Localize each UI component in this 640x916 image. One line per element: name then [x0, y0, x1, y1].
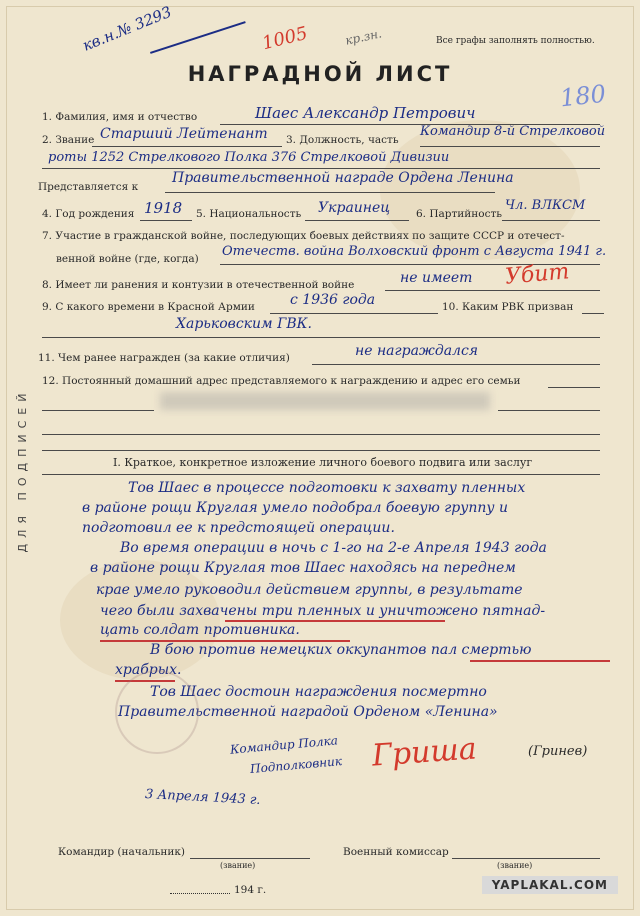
section-rule-bottom: [42, 474, 600, 475]
field-11-value: не награждался: [355, 343, 479, 359]
commissar-label: Военный комиссар: [343, 846, 449, 858]
narrative-line: подготовил ее к предстоящей операции.: [82, 520, 395, 536]
narrative-line: Во время операции в ночь с 1-го на 2-е Апреля 1943 года: [120, 540, 547, 556]
narrative-line: в районе рощи Круглая тов Шаес находясь на переднем: [90, 560, 516, 576]
rank-label-a: (звание): [220, 861, 256, 870]
sidebar-label: ДЛЯ ПОДПИСЕЙ: [16, 387, 29, 553]
red-number-mark: 1005: [260, 22, 310, 55]
field-9-value: с 1936 года: [290, 292, 376, 308]
narrative-line: Правительственной наградой Орденом «Ленина»: [118, 704, 498, 720]
section-rule-top: [42, 450, 600, 451]
field-2-value: Старший Лейтенант: [100, 126, 268, 142]
field-8-line: [385, 290, 600, 291]
field-7-value: Отечеств. война Волховский фронт с Августа 1941 г.: [222, 244, 607, 259]
field-12-line-a: [548, 387, 600, 388]
field-3-line-a: [420, 146, 600, 147]
field-9-label: 9. С какого времени в Красной Армии: [42, 301, 255, 313]
red-underline: [470, 660, 610, 662]
pencil-mark: кр.зн.: [343, 26, 383, 48]
document-title: НАГРАДНОЙ ЛИСТ: [187, 62, 453, 86]
fill-all-note: Все графы заполнять полностью.: [436, 36, 595, 46]
field-7-label-a: 7. Участие в гражданской войне, последующих боевых действиях по защите СССР и отечест-: [42, 230, 565, 242]
commander-line: [190, 858, 310, 859]
red-signature: Гриша: [370, 731, 478, 774]
censored-address: [160, 392, 490, 410]
commissar-line: [452, 858, 600, 859]
field-11-label: 11. Чем ранее награжден (за какие отличия): [38, 352, 290, 364]
date-line: [170, 893, 230, 894]
killed-red-mark: Убит: [504, 259, 571, 290]
signatures-sidebar: [16, 340, 40, 600]
watermark: YAPLAKAL.COM: [482, 876, 618, 894]
field-11-line: [312, 364, 600, 365]
field-2-line: [92, 146, 282, 147]
field-4-line: [140, 220, 192, 221]
field-8-label: 8. Имеет ли ранения и контузии в отечественной войне: [42, 279, 355, 291]
field-3-value-b: роты 1252 Стрелкового Полка 376 Стрелковой Дивизии: [48, 150, 450, 165]
section-heading: I. Краткое, конкретное изложение личного боевого подвига или заслуг: [113, 456, 533, 469]
narrative-line: Тов Шаес в процессе подготовки к захвату пленных: [128, 480, 526, 496]
field-9-line: [270, 313, 438, 314]
page-number: 180: [558, 79, 608, 113]
year-label: 194 г.: [234, 884, 267, 896]
field-6-value: Чл. ВЛКСМ: [505, 198, 586, 213]
field-10-label: 10. Каким РВК призван: [442, 301, 574, 313]
narrative-line: крае умело руководил действием группы, в результате: [96, 582, 523, 598]
represented-label: Представляется к: [38, 181, 139, 193]
field-10-value: Харьковским ГВК.: [176, 316, 312, 332]
field-2-label: 2. Звание: [42, 134, 95, 146]
field-5-line: [305, 220, 409, 221]
field-1-value: Шаес Александр Петрович: [255, 104, 476, 122]
field-6-label: 6. Партийность: [416, 208, 503, 220]
corner-number-mark: кв.н.№ 3293: [80, 2, 175, 55]
field-12-line-d: [42, 434, 600, 435]
field-5-label: 5. Национальность: [196, 208, 302, 220]
faded-stamp: [115, 670, 199, 754]
signer-rank: Подполковник: [249, 754, 343, 776]
rank-label-b: (звание): [497, 861, 533, 870]
narrative-line: в районе рощи Круглая умело подобрал боевую группу и: [82, 500, 509, 516]
field-3-value-a: Командир 8-й Стрелковой: [420, 124, 606, 139]
field-10-line-b: [42, 337, 600, 338]
field-4-value: 1918: [144, 199, 183, 217]
signer-name: (Гринев): [528, 744, 588, 759]
field-1-label: 1. Фамилия, имя и отчество: [42, 111, 198, 123]
narrative-line: В бою против немецких оккупантов пал смертью: [150, 642, 532, 658]
field-3-label: 3. Должность, часть: [286, 134, 399, 146]
field-5-value: Украинец: [318, 200, 391, 216]
field-12-line-b: [42, 410, 154, 411]
field-12-line-c: [498, 410, 600, 411]
represented-value: Правительственной награде Ордена Ленина: [172, 170, 514, 186]
field-10-line-a: [582, 313, 604, 314]
commander-label: Командир (начальник): [58, 846, 185, 858]
field-12-label: 12. Постоянный домашний адрес представляемого к награждению и адрес его семьи: [42, 375, 521, 387]
field-8-value: не имеет: [400, 270, 473, 286]
narrative-line: Тов Шаес достоин награждения посмертно: [150, 684, 487, 700]
field-7-label-b: венной войне (где, когда): [56, 253, 199, 265]
field-3-line-b: [42, 168, 600, 169]
narrative-line: чего были захвачены три пленных и уничтожено пятнад-: [100, 603, 546, 619]
narrative-line: цать солдат противника.: [100, 622, 300, 638]
signature-date: 3 Апреля 1943 г.: [144, 786, 261, 809]
narrative-line: храбрых.: [115, 662, 182, 678]
field-6-line: [502, 220, 600, 221]
signer-title: Командир Полка: [229, 733, 339, 757]
field-4-label: 4. Год рождения: [42, 208, 135, 220]
represented-line: [165, 192, 495, 193]
